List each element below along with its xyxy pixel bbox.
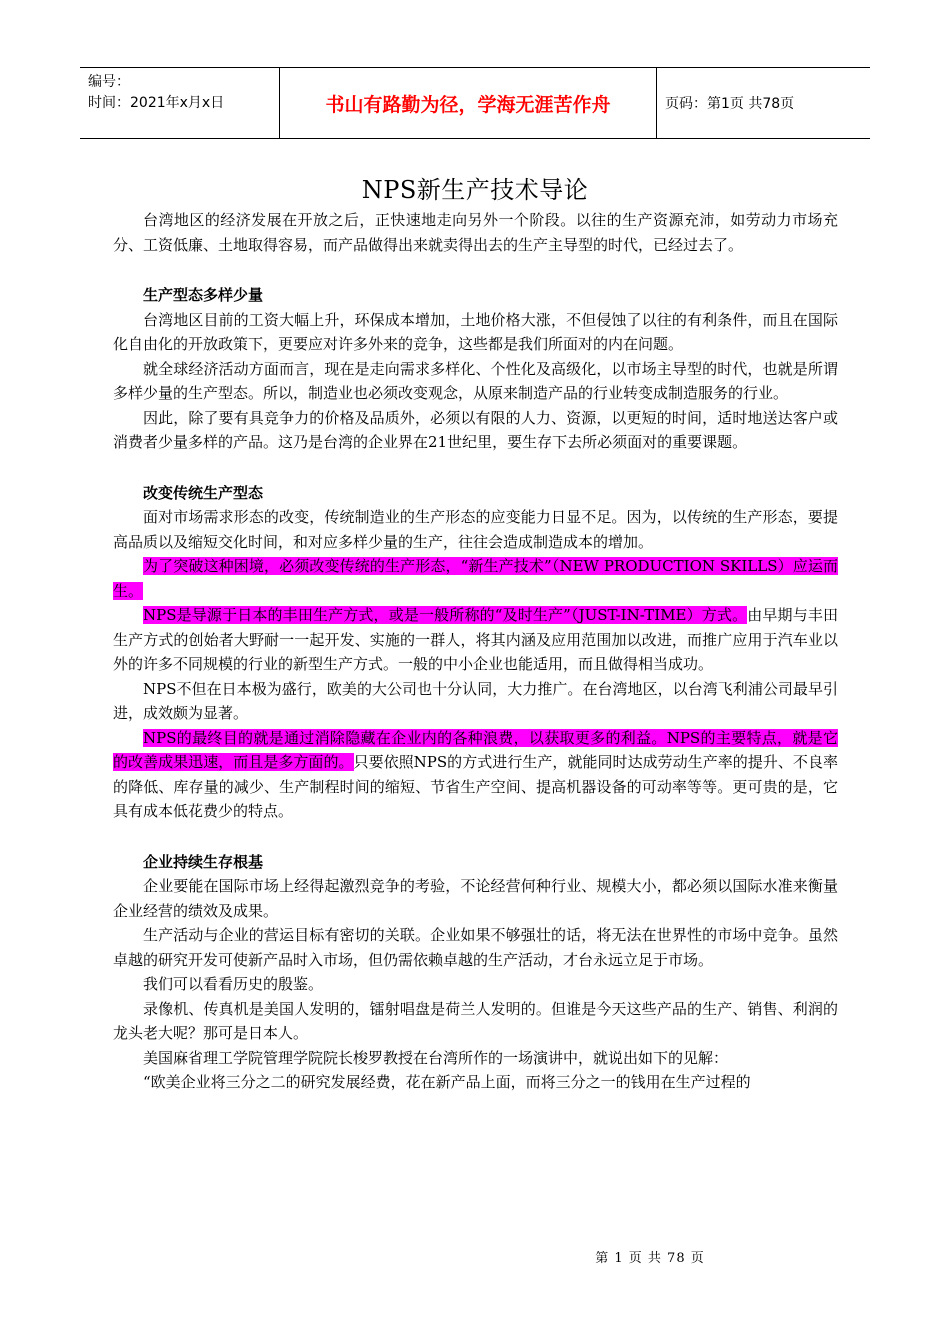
- paragraph: 生产活动与企业的营运目标有密切的关联。企业如果不够强壮的话，将无法在世界性的市场中竞争。虽然卓越的研究开发可使新产品时入市场，但仍需依赖卓越的生产活动，才台永远立足于市场。: [113, 926, 838, 969]
- paragraph: 就全球经济活动方面而言，现在是走向需求多样化、个性化及高级化，以市场主导型的时代，也就是所谓多样少量的生产型态。所以，制造业也必须改变观念，从原来制造产品的行业转变成制造服务的行业。: [113, 359, 838, 402]
- section-heading: 改变传统生产型态: [143, 483, 264, 502]
- section-heading: 生产型态多样少量: [143, 286, 264, 304]
- highlighted-text: NPS是导源于日本的丰田生产方式，或是一般所称的“及时生产”（JUST-IN-TIME）方式。: [143, 606, 748, 624]
- highlighted-text: NPS的最终目的就是通过消除隐藏在企业内的各种浪费，以获取更多的利益。NPS的主要特点，就是它的改善成果迅速，而且是多方面的。: [113, 728, 838, 771]
- paragraph: [113, 726, 838, 824]
- paragraph: 面对市场需求形态的改变，传统制造业的生产形态的应变能力日显不足。因为，以传统的生产形态，要提高品质以及缩短交化时间，和对应多样少量的生产，往往会造成制造成本的增加。: [113, 508, 838, 551]
- header-page-info: 页码：第1页 共78页: [665, 96, 795, 112]
- paragraph: 录像机、传真机是美国人发明的，镭射唱盘是荷兰人发明的。但谁是今天这些产品的生产、销售、利润的龙头老大呢？那可是日本人。: [113, 999, 838, 1042]
- document-body: [113, 208, 838, 1095]
- intro-paragraph: 台湾地区的经济发展在开放之后，正快速地走向另外一个阶段。以往的生产资源充沛，如劳动力市场充分、工资低廉、土地取得容易，而产品做得出来就卖得出去的生产主导型的时代，已经过去了。: [113, 211, 838, 254]
- paragraph: 台湾地区目前的工资大幅上升，环保成本增加，土地价格大涨，不但侵蚀了以往的有利条件，而且在国际化自由化的开放政策下，更要应对许多外来的竞争，这些都是我们所面对的内在问题。: [113, 310, 838, 353]
- date-label: 时间：2021年x月x日: [88, 95, 225, 111]
- paragraph-text: 只要依照NPS的方式进行生产，就能同时达成劳动生产率的提升、不良率的降低、库存量的减少、生产制程时间的缩短、节省生产空间、提高机器设备的可动率等等。更可贵的是，它具有成本低花费少的特点。: [113, 753, 838, 820]
- header-motto: 书山有路勤为径，学海无涯苦作舟: [280, 68, 657, 138]
- paragraph: 企业要能在国际市场上经得起激烈竞争的考验，不论经营何种行业、规模大小，都必须以国际水准来衡量企业经营的绩效及成果。: [113, 877, 838, 920]
- section-heading: 企业持续生存根基: [143, 852, 264, 871]
- paragraph: NPS不但在日本极为盛行，欧美的大公司也十分认同，大力推广。在台湾地区，以台湾飞利浦公司最早引进，成效颇为显著。: [113, 679, 838, 722]
- page-header: [80, 67, 870, 139]
- number-label: 编号：: [88, 74, 130, 90]
- header-meta: [80, 68, 280, 138]
- highlighted-text: 为了突破这种困境，必须改变传统的生产形态，“新生产技术”（NEW PRODUCTION SKILLS）应运而生。: [113, 557, 838, 600]
- paragraph: “欧美企业将三分之二的研究发展经费，花在新产品上面，而将三分之一的钱用在生产过程的: [143, 1073, 751, 1091]
- page-footer: 第 1 页 共 78 页: [595, 1251, 705, 1266]
- paragraph-text: 由早期与丰田生产方式的创始者大野耐一一起开发、实施的一群人，将其内涵及应用范围加以改进，而推广应用于汽车业以外的许多不同规模的行业的新型生产方式。一般的中小企业也能适用，而且做得相当成功。: [113, 606, 838, 673]
- paragraph: [113, 603, 838, 677]
- paragraph: [113, 554, 838, 603]
- paragraph: 美国麻省理工学院管理学院院长梭罗教授在台湾所作的一场演讲中，就说出如下的见解：: [143, 1048, 729, 1067]
- paragraph: 我们可以看看历史的殷鉴。: [143, 975, 324, 993]
- paragraph: 因此，除了要有具竞争力的价格及品质外，必须以有限的人力、资源，以更短的时间，适时地送达客户或消费者少量多样的产品。这乃是台湾的企业界在21世纪里，要生存下去所必须面对的重要课题。: [113, 408, 838, 451]
- document-title: NPS新生产技术导论: [361, 176, 589, 204]
